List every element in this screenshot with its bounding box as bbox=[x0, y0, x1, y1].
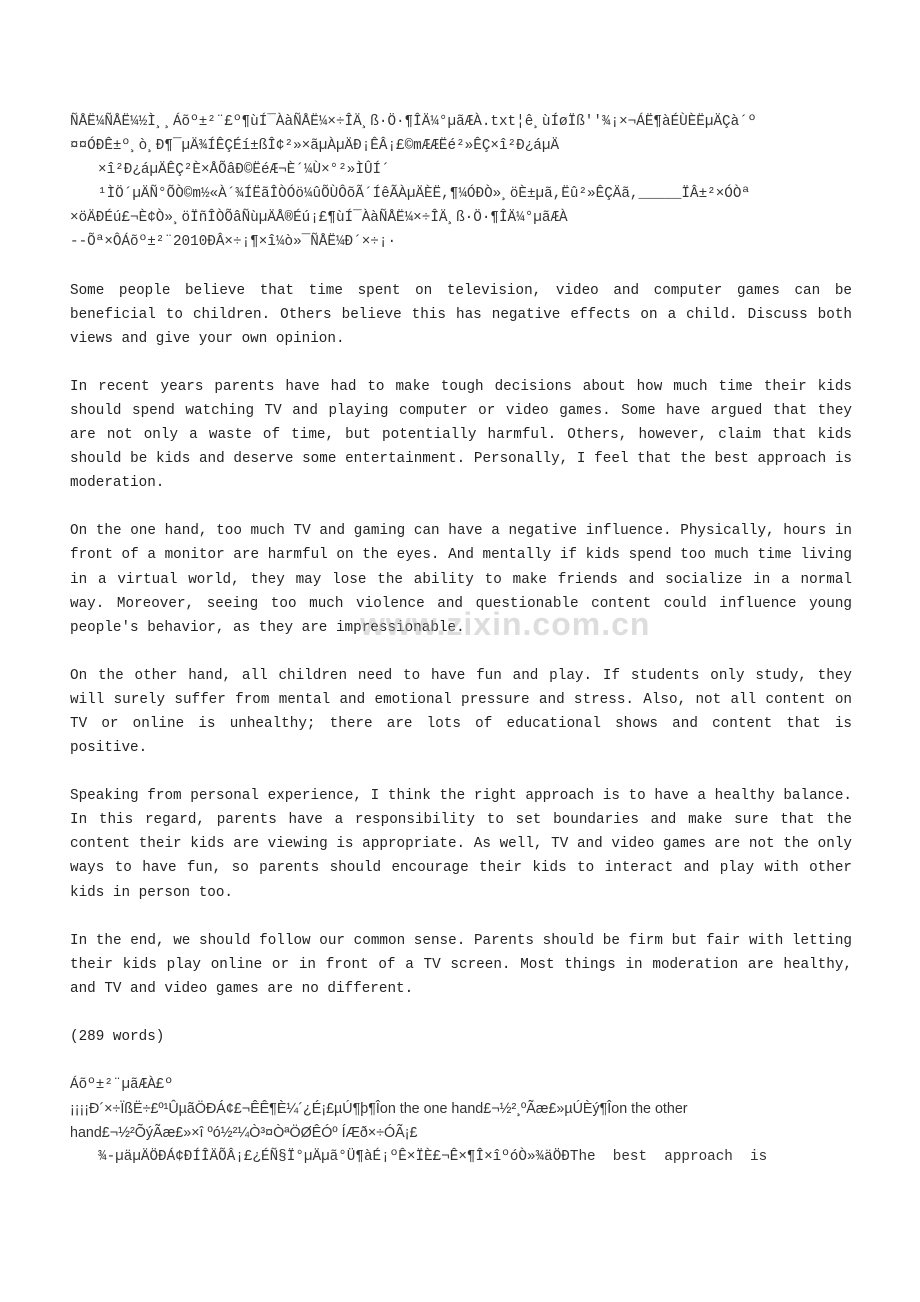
spacer bbox=[70, 255, 852, 279]
header-line-3: ×î²Ð¿áµÄÊÇ²È×ÅÕâÐ©ËéÆ¬È´¼Ù×°²»ÌÛÍ´ bbox=[98, 162, 390, 179]
essay-paragraph-opinion: Speaking from personal experience, I think the right approach is to have a healthy balance. In this regard, parents have a responsibility to set boundaries and make sure that the content their kids are viewing is appropriate. As well, TV and video games are not the only ways to have fun, so parents should encourage their kids to interact and play with other kids in person too. bbox=[70, 788, 852, 901]
header-line-2: ¤¤ÓÐÊ±º¸ò¸Ð¶¯µÄ¾ÍÊÇÉí±ßÎ¢²»×ãµÀµÄÐ¡ÊÂ¡£©mÆÆËé²»ÊÇ×î²Ð¿áµÄ bbox=[70, 138, 560, 155]
header-line-6: --Õª×ÔÁõº±²¨2010ÐÂ×÷¡¶×î¼ò»¯ÑÅË¼Ð´×÷¡· bbox=[70, 234, 397, 251]
commentary-line-3: ¾-µäµÄÖÐÁ¢ÐÍÎÄÕÂ¡£¿ÉÑ§Ï°µÄµã°Ü¶àÉ¡ºÊ×ÏÈ£¬Ê×¶Î×îºóÒ»¾äÖÐThe best approach is bbox=[98, 1149, 768, 1166]
site-watermark: www.zixin.com.cn bbox=[360, 606, 651, 642]
commentary-line-2: hand£¬½²ÕýÃæ£»×î ºó½²¼Ò³¤ÒªÖØÊÓº ÍÆð×÷ÓÃ¡£ bbox=[70, 1125, 418, 1142]
essay-paragraph-positive: On the other hand, all children need to have fun and play. If students only study, they will surely suffer from mental and emotional pressure and stress. Also, not all content on TV or online is unhealthy; there are lots of educational shows and content that is positive. bbox=[70, 667, 852, 757]
word-count: (289 words) bbox=[70, 1028, 165, 1045]
essay-paragraph-negative: On the one hand, too much TV and gaming can have a negative influence. Physically, hours in front of a monitor are harmful on the eyes. And mentally if kids spend too much time living in a virtual world, they may lose the ability to make friends and socialize in a normal way. Moreover, seeing too much violence and questionable content could influence young people's behavior, as they are impressionable. bbox=[70, 523, 852, 636]
commentary-line-1: ¡¡¡¡Ð´×÷ÏßË÷£º¹ÛµãÖÐÁ¢£¬ÊÊ¶È¼´¿É¡£µÚ¶þ¶Îon the one hand£¬½²¸ºÃæ£»µÚÈý¶Îon the other bbox=[70, 1101, 688, 1118]
essay-prompt: Some people believe that time spent on television, video and computer games can be beneficial to children. Others believe this has negative effects on a child. Discuss both views and give your own opinion. bbox=[70, 282, 852, 347]
header-line-5: ×öÄÐÉú£¬È¢Ò»¸öÏñÎÒÕâÑùµÄÅ®Éú¡£¶ùÍ¯ÀàÑÅË¼×÷ÎÄ¸ß·Ö·¶ÎÄ¼°µãÆÀ bbox=[70, 210, 568, 227]
commentary-heading: Áõº±²¨µãÆÀ£º bbox=[70, 1077, 173, 1093]
document-page bbox=[70, 110, 852, 1169]
essay-paragraph-intro: In recent years parents have had to make tough decisions about how much time their kids should spend watching TV and playing computer or video games. Some have argued that they are not only a waste of time, but potentially harmful. Others, however, claim that kids should be kids and deserve some entertainment. Personally, I feel that the best approach is moderation. bbox=[70, 378, 852, 492]
essay-paragraph-conclusion: In the end, we should follow our common sense. Parents should be firm but fair with letting their kids play online or in front of a TV screen. Most things in moderation are healthy, and TV and video games are no different. bbox=[70, 932, 852, 997]
header-line-1: ÑÅË¼ÑÅË¼½Ì¸¸Áõº±²¨£º¶ùÍ¯ÀàÑÅË¼×÷ÎÄ¸ß·Ö·¶ÎÄ¼°µãÆÀ.txt¦ê¸ùÍøÏß''¾¡×¬ÁË¶àÉÙÈËµÄÇà´º bbox=[70, 114, 757, 130]
header-line-4: ¹ÌÖ´µÄÑ°ÕÒ©m½«À´¾ÍËãÎÒÓö¼ûÕÙÔõÃ´ÍêÃÀµÄÈË,¶¼ÓÐÒ»¸öÈ±µã,Ëû²»ÊÇÄã,_____ÏÂ±²×ÓÒª bbox=[98, 186, 751, 203]
